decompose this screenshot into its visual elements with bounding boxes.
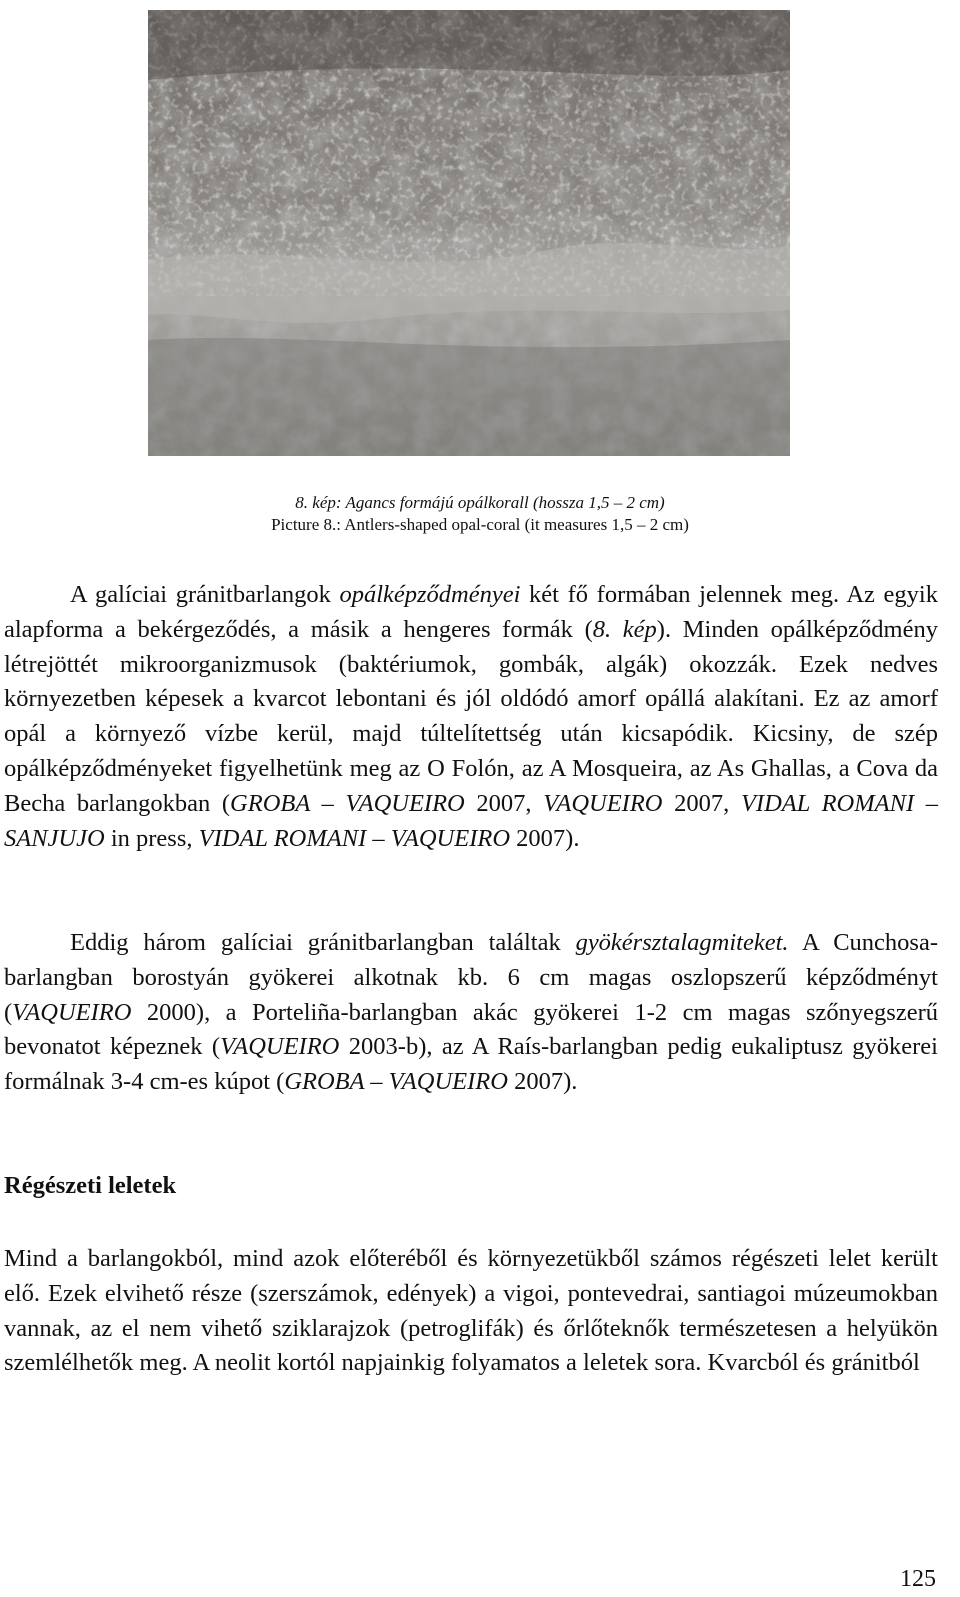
section-heading: Régészeti leletek [4,1172,177,1199]
paragraph-root-stalagmites: Eddig három galíciai gránitbarlangban találtak gyökérsztalagmiteket. A Cunchosa-barlangban borostyán gyökerei alkotnak kb. 6 cm magas oszlopszerű képződményt (VAQUEIRO 2000), a Porteliña-barlangban akác gyökerei 1-2 cm magas szőnyegszerű bevonatot képeznek (VAQUEIRO 2003-b), az A Raís-barlangban pedig eukaliptusz gyökerei formálnak 3-4 cm-es kúpot (GROBA – VAQUEIRO 2007). [4,929,938,1096]
figure-caption-hungarian: 8. kép: Agancs formájú opálkorall (hossza 1,5 – 2 cm) [295,493,665,512]
page-number: 125 [900,1566,936,1592]
citation: VAQUEIRO [220,1033,340,1061]
citation: VAQUEIRO [12,998,132,1026]
figure-caption-english: Picture 8.: Antlers-shaped opal-coral (it measures 1,5 – 2 cm) [271,515,689,534]
citation: GROBA – VAQUEIRO [230,789,465,817]
citation: VIDAL ROMANI – SANJUJO [4,789,939,852]
citation: GROBA – VAQUEIRO [284,1068,508,1096]
citation: VIDAL ROMANI – VAQUEIRO [198,824,511,852]
citation: VAQUEIRO [543,789,663,817]
paragraph-archaeological-finds: Mind a barlangokból, mind azok előteréből és környezetükből számos régészeti lelet került elő. Ezek elvihető része (szerszámok, edények) a vigoi, pontevedrai, santiagoi múzeumokban vannak, az el nem vihető sziklarajzok (petroglifák) és őrlőteknők természetesen a helyükön szemlélhetők meg. A neolit kortól napjainkig folyamatos a leletek sora. Kvarcból és gránitból [4,1245,938,1377]
opal-coral-photo [148,10,790,456]
paragraph-opal-formations: A galíciai gránitbarlangok opálképződményei két fő formában jelennek meg. Az egyik alapforma a bekérgeződés, a másik a hengeres formák (8. kép). Minden opálképződmény létrejöttét mikroorganizmusok (baktériumok, gombák, algák) okozzák. Ezek nedves környezetben képesek a kvarcot lebontani és jól oldódó amorf opállá alakítani. Ez az amorf opál a környező vízbe kerül, majd túltelítettség után kicsapódik. Kicsiny, de szép opálképződményeket figyelhetünk meg az O Folón, az A Mosqueira, az As Ghallas, a Cova da Becha barlangokban (GROBA – VAQUEIRO 2007, VAQUEIRO 2007, VIDAL ROMANI – SANJUJO in press, VIDAL ROMANI – VAQUEIRO 2007). [4,581,939,852]
